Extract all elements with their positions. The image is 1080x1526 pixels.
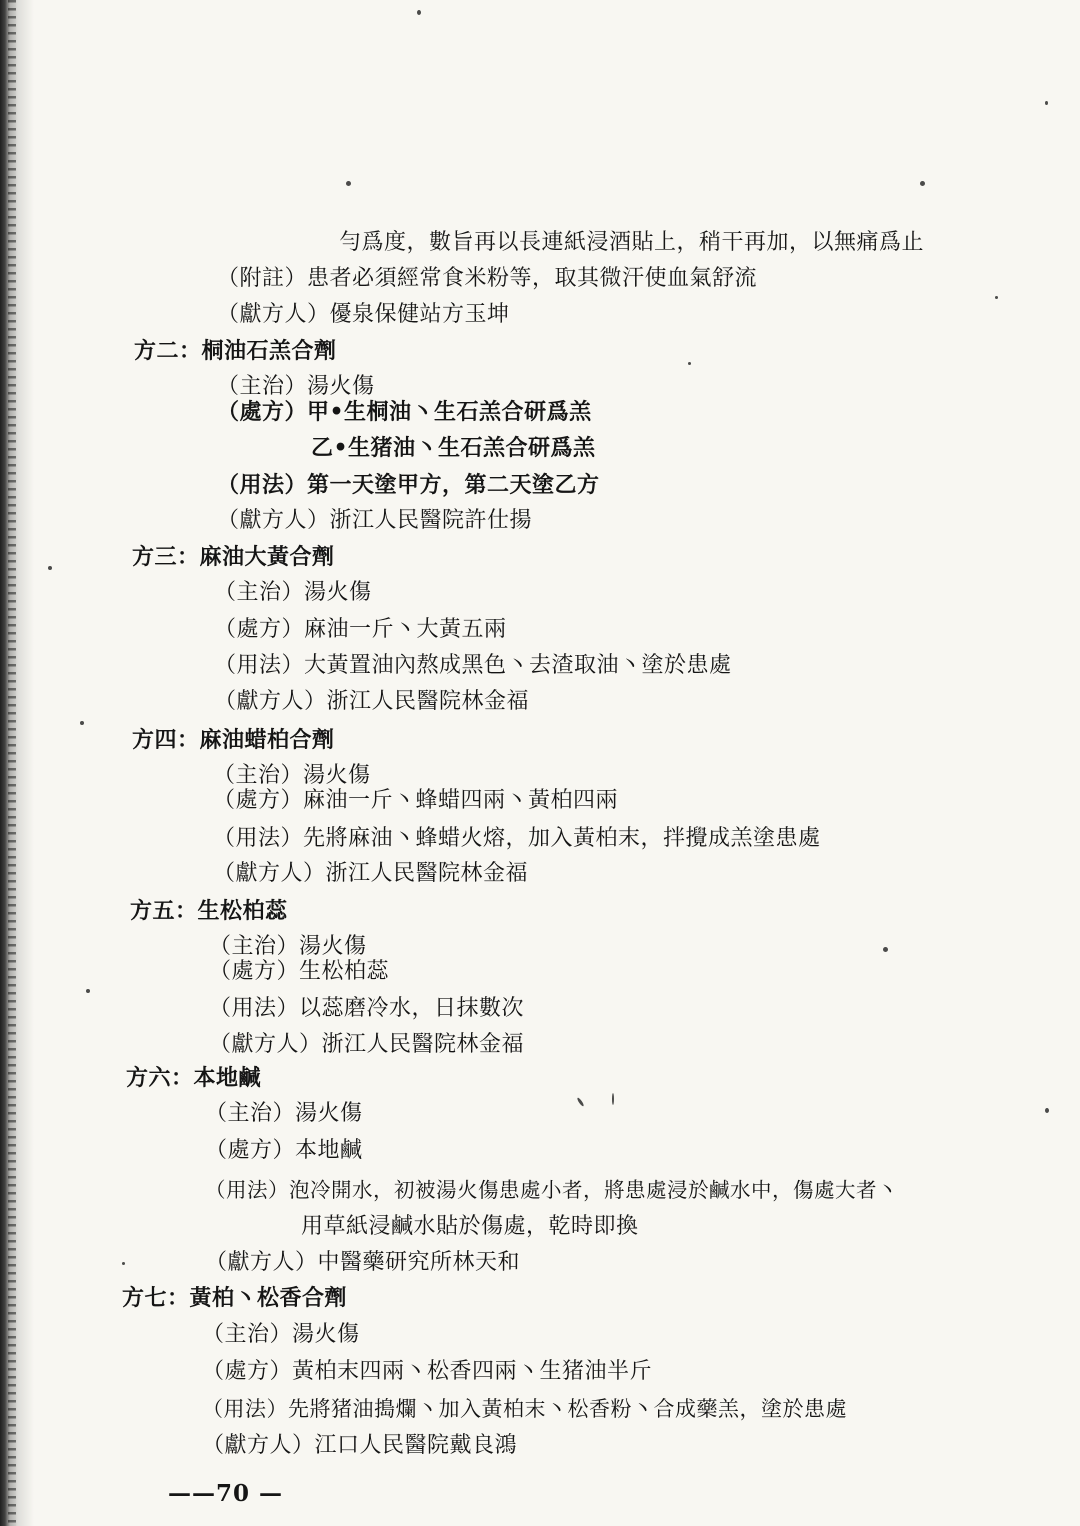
prescription-subline: 乙•生猪油丶生石羔合研爲羔 xyxy=(311,435,596,461)
scan-speck xyxy=(1045,1108,1049,1113)
usage-continuation-line: 用草紙浸鹹水貼於傷處，乾時即換 xyxy=(301,1214,639,1239)
indication-line: （主治）湯火傷 xyxy=(202,1322,360,1347)
recipe-heading-6: 方六：本地鹹 xyxy=(126,1065,262,1091)
recipe-heading-3: 方三：麻油大黃合劑 xyxy=(132,544,335,570)
recipe-heading-7: 方七：黃柏丶松香合劑 xyxy=(122,1285,348,1311)
contributor-line: （獻方人）中醫藥研究所林天和 xyxy=(205,1250,521,1275)
scan-speck xyxy=(80,721,84,725)
recipe-heading-4: 方四：麻油蜡柏合劑 xyxy=(132,727,335,753)
note-line: （附註）患者必須經常食米粉等，取其微汗使血氣舒流 xyxy=(217,266,758,291)
indication-line: （主治）湯火傷 xyxy=(213,763,371,788)
usage-line: （用法）先將麻油丶蜂蜡火熔，加入黃柏末，拌攪成羔塗患處 xyxy=(213,826,821,851)
page-number: ——70 — xyxy=(168,1480,284,1507)
contributor-line: （獻方人）浙江人民醫院許仕揚 xyxy=(217,508,533,533)
recipe-heading-2: 方二：桐油石羔合劑 xyxy=(134,338,337,364)
scan-speck xyxy=(883,947,888,952)
prescription-line: （處方）麻油一斤丶大黃五兩 xyxy=(214,617,507,642)
text-line-continuation: 勻爲度，數旨再以長連紙浸酒貼上，稍干再加，以無痛爲止 xyxy=(339,230,925,255)
usage-line: （用法）先將猪油搗爛丶加入黃柏末丶松香粉丶合成藥羔，塗於患處 xyxy=(202,1397,847,1421)
usage-line: （用法）泡冷開水，初被湯火傷患處小者，將患處浸於鹹水中，傷處大者丶 xyxy=(205,1178,898,1202)
prescription-line: （處方）本地鹹 xyxy=(205,1138,363,1163)
contributor-line: （獻方人）浙江人民醫院林金福 xyxy=(209,1032,525,1057)
scan-speck xyxy=(995,296,998,299)
contributor-line: （獻方人）優泉保健站方玉坤 xyxy=(217,302,510,327)
prescription-line: （處方）甲•生桐油丶生石羔合研爲羔 xyxy=(217,399,592,425)
usage-line: （用法）以蕊磨冷水，日抹數次 xyxy=(209,996,525,1021)
binding-edge-shadow xyxy=(0,0,34,1526)
scan-speck xyxy=(346,181,351,186)
scan-speck xyxy=(48,566,52,570)
scan-speck xyxy=(920,181,925,186)
scan-speck xyxy=(417,10,421,15)
indication-line: （主治）湯火傷 xyxy=(217,374,375,399)
contributor-line: （獻方人）江口人民醫院戴良鴻 xyxy=(202,1433,518,1458)
scan-speck xyxy=(86,989,90,993)
usage-line: （用法）大黃置油內熬成黑色丶去渣取油丶塗於患處 xyxy=(214,653,732,678)
scan-speck xyxy=(1045,101,1048,105)
recipe-heading-5: 方五：生松柏蕊 xyxy=(130,898,288,924)
scan-mark xyxy=(612,1093,614,1105)
prescription-line: （處方）麻油一斤丶蜂蜡四兩丶黃柏四兩 xyxy=(213,788,619,813)
prescription-line: （處方）黃柏末四兩丶松香四兩丶生猪油半斤 xyxy=(202,1359,653,1384)
scan-speck xyxy=(122,1262,125,1265)
indication-line: （主治）湯火傷 xyxy=(214,580,372,605)
indication-line: （主治）湯火傷 xyxy=(209,934,367,959)
scan-speck xyxy=(688,362,691,365)
contributor-line: （獻方人）浙江人民醫院林金福 xyxy=(214,689,530,714)
contributor-line: （獻方人）浙江人民醫院林金福 xyxy=(213,861,529,886)
scan-mark xyxy=(576,1097,584,1107)
indication-line: （主治）湯火傷 xyxy=(205,1101,363,1126)
prescription-line: （處方）生松柏蕊 xyxy=(209,959,390,984)
usage-line: （用法）第一天塗甲方，第二天塗乙方 xyxy=(217,472,600,498)
